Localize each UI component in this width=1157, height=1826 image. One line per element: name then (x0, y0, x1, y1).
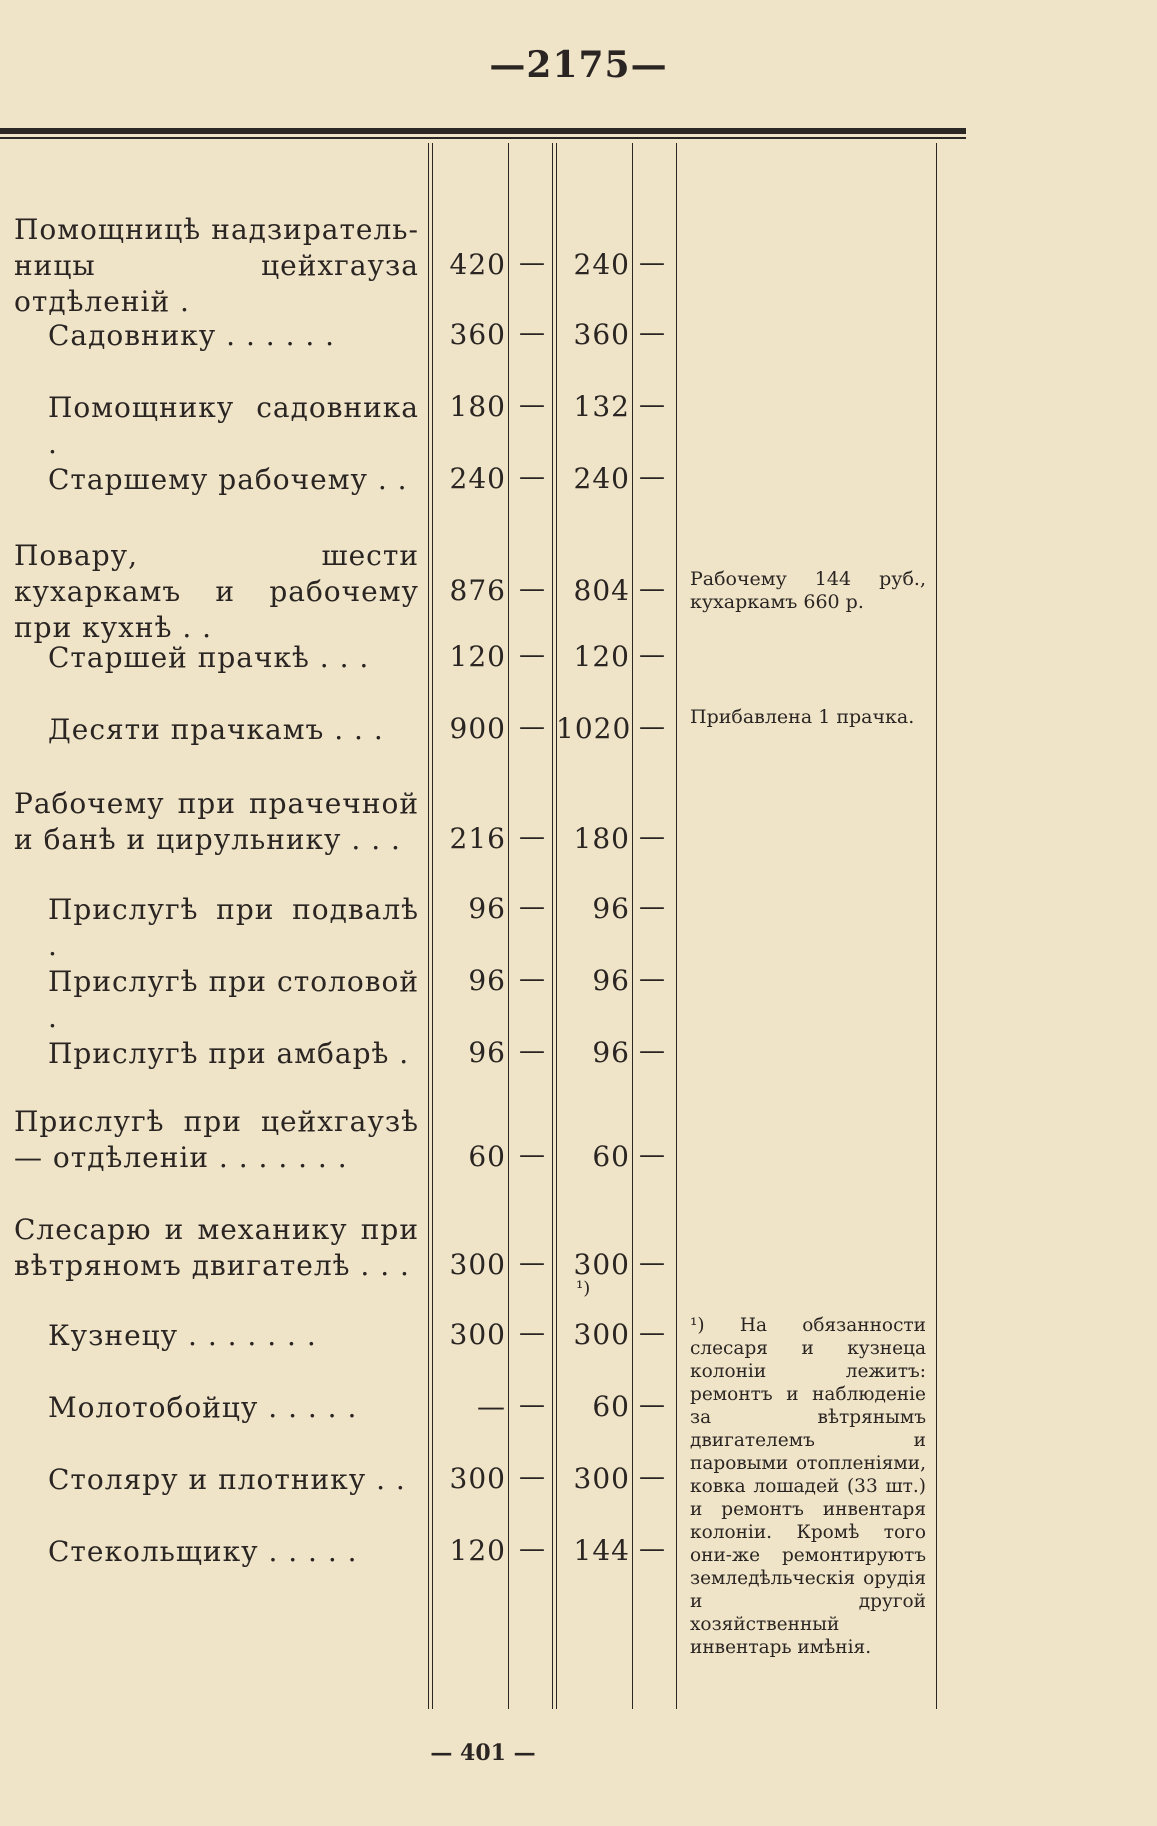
value-col2: 96 (592, 1036, 630, 1069)
value-col1: 96 (468, 964, 506, 997)
dash-col1: — (519, 390, 545, 420)
dash-col2: — (639, 1318, 665, 1348)
row-note: Рабочему 144 руб., кухаркамъ 660 р. (690, 568, 926, 613)
value-col2: 360 (573, 318, 630, 351)
page-number: —2175— (489, 44, 668, 86)
dash-col2: — (639, 964, 665, 994)
column-divider (508, 143, 509, 1709)
value-col1: 216 (449, 822, 506, 855)
footnote: ¹) На обязанности слесаря и кузнеца колоніи лежитъ: ремонтъ и наблюденіе за вѣтрянымъ двигателемъ и паровыми отопленіями, ковка лошадей (33 шт.) и ремонтъ инвентаря колоніи. Кромѣ того они-же ремонтируютъ земледѣльческія орудія и другой хозяйственный инвентарь имѣнія. (690, 1315, 926, 1658)
row-label: Прислугѣ при подвалѣ . (48, 893, 419, 962)
dash-col1: — (519, 822, 545, 852)
value-col1: 96 (468, 892, 506, 925)
row-label: Кузнецу . . . . . . . (48, 1319, 317, 1352)
dash-col1: — (519, 462, 545, 492)
dash-col1: — (519, 640, 545, 670)
value-col1: 96 (468, 1036, 506, 1069)
value-col2: 60 (592, 1140, 630, 1173)
value-col2: 300 (573, 1318, 630, 1351)
dash-col2: — (639, 390, 665, 420)
row-label: Старшей прачкѣ . . . (48, 641, 370, 674)
dash-col1: — (519, 1534, 545, 1564)
value-col2: 96 (592, 892, 630, 925)
dash-col2: — (639, 712, 665, 742)
dash-col2: — (639, 640, 665, 670)
value-col2: 300 (573, 1248, 630, 1281)
value-col2: 180 (573, 822, 630, 855)
dash-col1: — (519, 1462, 545, 1492)
row-label: Молотобойцу . . . . . (48, 1391, 358, 1424)
value-col2: 60 (592, 1390, 630, 1423)
value-col1: 300 (449, 1248, 506, 1281)
row-label: Прислугѣ при столовой . (48, 965, 419, 1034)
value-col2: 144 (573, 1534, 630, 1567)
dash-col1: — (519, 1140, 545, 1170)
value-col2: 96 (592, 964, 630, 997)
value-col2: 1020 (556, 712, 632, 745)
value-col1: 876 (449, 574, 506, 607)
dash-col1: — (519, 1390, 545, 1420)
dash-col2: — (639, 1248, 665, 1278)
dash-col1: — (519, 892, 545, 922)
dash-col1: — (519, 1036, 545, 1066)
row-note: Прибавлена 1 прачка. (690, 706, 915, 728)
dash-col1: — (519, 964, 545, 994)
dash-col2: — (639, 1036, 665, 1066)
row-label: Прислугѣ при амбарѣ . (48, 1037, 410, 1070)
dash-col1: — (519, 318, 545, 348)
dash-col2: — (639, 248, 665, 278)
value-col1: 300 (449, 1462, 506, 1495)
footer-page-number: — 401 — (430, 1740, 536, 1766)
dash-col2: — (639, 892, 665, 922)
row-label: Слесарю и механику при вѣтряномъ двигателѣ . . . (14, 1213, 419, 1282)
value-col1: 900 (449, 712, 506, 745)
dash-col2: — (639, 462, 665, 492)
top-rule (0, 128, 966, 134)
dash-col2: — (639, 318, 665, 348)
value-col1: 120 (449, 640, 506, 673)
value-col2: 132 (573, 390, 630, 423)
row-label: Садовнику . . . . . . (48, 319, 336, 352)
dash-col2: — (639, 822, 665, 852)
dash-col1: — (519, 574, 545, 604)
value-col1: 240 (449, 462, 506, 495)
value-col2: 240 (573, 462, 630, 495)
dash-col2: — (639, 1390, 665, 1420)
value-col1: 60 (468, 1140, 506, 1173)
row-label: Прислугѣ при цейхгаузѣ — отдѣленіи . . . . . . . (14, 1105, 419, 1174)
row-label: Помощницѣ надзиратель-ницы цейхгауза отдѣленій . (14, 213, 419, 318)
row-label: Рабочему при прачечной и банѣ и цирульнику . . . (14, 787, 419, 856)
dash-col1: — (519, 1318, 545, 1348)
dash-col1: — (519, 1248, 545, 1278)
value-col1: 420 (449, 248, 506, 281)
value-col1: 120 (449, 1534, 506, 1567)
value-col1: 180 (449, 390, 506, 423)
column-divider (936, 143, 937, 1709)
row-label: Повару, шести кухаркамъ и рабочему при кухнѣ . . (14, 539, 419, 644)
value-col2: 300 (573, 1462, 630, 1495)
row-label: Столяру и плотнику . . (48, 1463, 406, 1496)
column-divider (676, 143, 677, 1709)
value-col2: 240 (573, 248, 630, 281)
dash-col2: — (639, 1534, 665, 1564)
row-label: Стекольщику . . . . . (48, 1535, 358, 1568)
dash-col2: — (639, 1140, 665, 1170)
value-col2: 804 (573, 574, 630, 607)
row-label: Помощнику садовника . (48, 391, 419, 460)
value-col2: 120 (573, 640, 630, 673)
footnote-marker: ¹) (576, 1278, 591, 1299)
top-rule-thin (0, 137, 966, 139)
value-col1: — (477, 1390, 506, 1423)
dash-col1: — (519, 712, 545, 742)
value-col1: 360 (449, 318, 506, 351)
dash-col2: — (639, 574, 665, 604)
dash-col1: — (519, 248, 545, 278)
dash-col2: — (639, 1462, 665, 1492)
row-label: Старшему рабочему . . (48, 463, 408, 496)
column-divider (428, 143, 429, 1709)
row-label: Десяти прачкамъ . . . (48, 713, 384, 746)
value-col1: 300 (449, 1318, 506, 1351)
